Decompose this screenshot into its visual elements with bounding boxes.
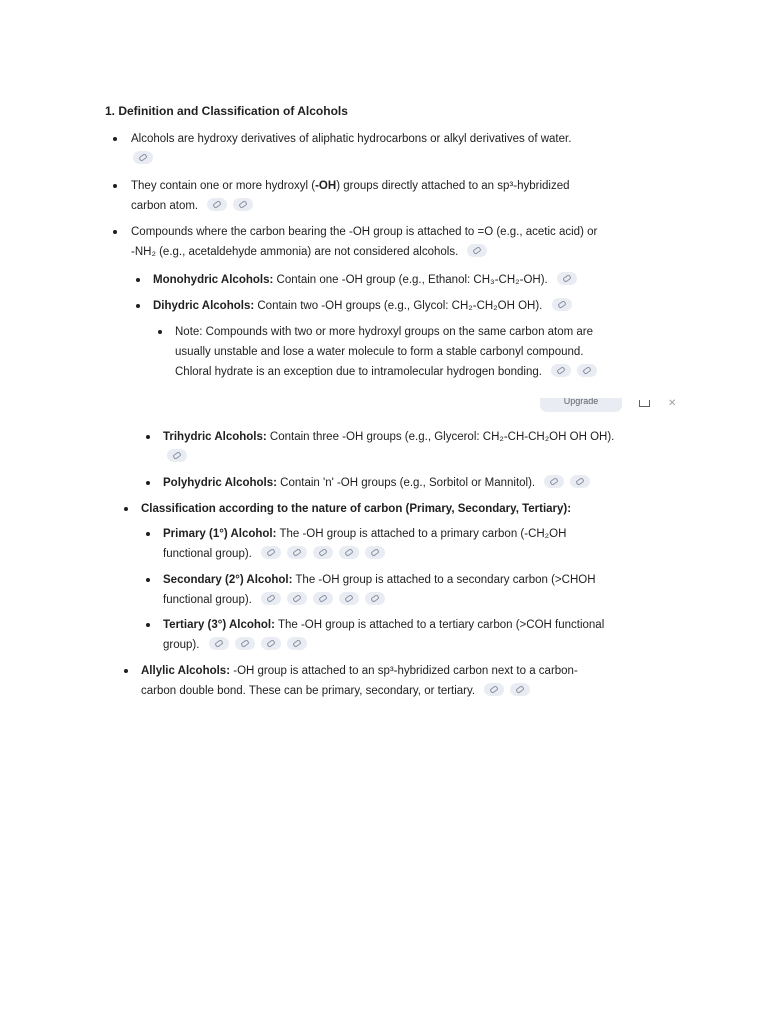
link-icon[interactable] <box>339 592 359 605</box>
list-item <box>163 570 596 610</box>
close-icon[interactable]: ✕ <box>668 398 677 409</box>
list-item-text: -NH₂ (e.g., acetaldehyde ammonia) are not considered alcohols. <box>131 246 459 258</box>
list-item <box>153 270 577 290</box>
link-icon[interactable] <box>577 364 597 377</box>
list-item-text: usually unstable and lose a water molecule to form a stable carbonyl compound. <box>175 346 584 358</box>
bullet <box>146 578 150 582</box>
link-icon[interactable] <box>557 272 577 285</box>
list-item <box>131 176 570 216</box>
link-icon[interactable] <box>510 683 530 696</box>
list-item-text: ) groups directly attached to an sp³-hybridized <box>336 180 570 192</box>
bullet <box>146 435 150 439</box>
link-icon[interactable] <box>235 637 255 650</box>
link-icon[interactable] <box>313 592 333 605</box>
list-item-text: functional group). <box>163 548 252 560</box>
link-icon[interactable] <box>313 546 333 559</box>
list-item <box>131 222 597 262</box>
list-item-bold: Tertiary (3°) Alcohol: <box>163 619 275 631</box>
bullet <box>136 304 140 308</box>
bullet <box>124 507 128 511</box>
upgrade-label: Upgrade <box>563 398 599 406</box>
list-item-text: Contain two -OH groups (e.g., Glycol: CH₂-CH₂OH OH). <box>254 300 543 312</box>
link-icon[interactable] <box>339 546 359 559</box>
list-item <box>141 499 571 519</box>
list-item <box>163 615 604 655</box>
bullet <box>146 623 150 627</box>
list-item-text: The -OH group is attached to a tertiary carbon (>COH functional <box>274 619 605 631</box>
list-item-bold: Trihydric Alcohols: <box>163 431 267 443</box>
list-item-bold: Allylic Alcohols: <box>141 665 231 677</box>
list-item-bold: Dihydric Alcohols: <box>153 300 255 312</box>
list-item-text: functional group). <box>163 594 252 606</box>
list-item-text: Contain 'n' -OH groups (e.g., Sorbitol or Mannitol). <box>276 477 536 489</box>
list-item <box>141 661 578 701</box>
bullet <box>113 230 117 234</box>
list-item-text: The -OH group is attached to a secondary carbon (>CHOH <box>292 574 596 586</box>
bullet <box>146 532 150 536</box>
list-item-text: The -OH group is attached to a primary carbon (-CH₂OH <box>276 528 567 540</box>
list-item <box>153 296 572 316</box>
link-icon[interactable] <box>261 592 281 605</box>
link-icon[interactable] <box>133 151 153 164</box>
link-icon[interactable] <box>484 683 504 696</box>
bullet <box>136 278 140 282</box>
list-item-bold: Classification according to the nature of carbon (Primary, Secondary, Tertiary): <box>141 503 572 515</box>
link-icon[interactable] <box>261 637 281 650</box>
link-icon[interactable] <box>570 475 590 488</box>
section-heading: 1. Definition and Classification of Alcohols <box>105 104 348 118</box>
list-item-bold: Monohydric Alcohols: <box>153 274 274 286</box>
bullet <box>146 481 150 485</box>
list-item-text: group). <box>163 639 200 651</box>
list-item <box>163 524 566 564</box>
link-icon[interactable] <box>287 546 307 559</box>
link-icon[interactable] <box>287 637 307 650</box>
list-item-bold: Primary (1°) Alcohol: <box>163 528 277 540</box>
list-item-bold: Secondary (2°) Alcohol: <box>163 574 293 586</box>
link-icon[interactable] <box>544 475 564 488</box>
list-item-text: Note: Compounds with two or more hydroxyl groups on the same carbon atom are <box>175 326 594 338</box>
list-item-text: Contain one -OH group (e.g., Ethanol: CH₃-CH₂-OH). <box>273 274 548 286</box>
list-item-text: carbon double bond. These can be primary, secondary, or tertiary. <box>141 685 476 697</box>
list-item-text: carbon atom. <box>131 200 199 212</box>
bullet <box>113 137 117 141</box>
link-icon[interactable] <box>467 244 487 257</box>
link-icon[interactable] <box>209 637 229 650</box>
list-item <box>163 473 590 493</box>
bullet <box>158 330 162 334</box>
list-item-text: -OH group is attached to an sp³-hybridized carbon next to a carbon- <box>230 665 578 677</box>
list-item <box>131 129 571 169</box>
list-item-text: Compounds where the carbon bearing the -OH group is attached to =O (e.g., acetic acid) or <box>131 226 598 238</box>
bullet <box>124 669 128 673</box>
link-icon[interactable] <box>167 449 187 462</box>
list-item <box>163 427 614 467</box>
link-icon[interactable] <box>233 198 253 211</box>
bullet <box>113 184 117 188</box>
link-icon[interactable] <box>287 592 307 605</box>
copy-icon[interactable] <box>639 400 650 407</box>
link-icon[interactable] <box>551 364 571 377</box>
list-item-text: Contain three -OH groups (e.g., Glycerol: CH₂-CH-CH₂OH OH OH). <box>266 431 615 443</box>
list-item-text: They contain one or more hydroxyl ( <box>131 180 316 192</box>
link-icon[interactable] <box>261 546 281 559</box>
list-item-bold: Polyhydric Alcohols: <box>163 477 277 489</box>
list-item <box>175 322 597 382</box>
upgrade-button[interactable] <box>540 398 622 412</box>
list-item-bold: -OH <box>315 180 337 192</box>
link-icon[interactable] <box>365 546 385 559</box>
list-item-text: Alcohols are hydroxy derivatives of aliphatic hydrocarbons or alkyl derivatives of water. <box>131 133 572 145</box>
link-icon[interactable] <box>207 198 227 211</box>
list-item-text: Chloral hydrate is an exception due to intramolecular hydrogen bonding. <box>175 366 542 378</box>
link-icon[interactable] <box>365 592 385 605</box>
link-icon[interactable] <box>552 298 572 311</box>
